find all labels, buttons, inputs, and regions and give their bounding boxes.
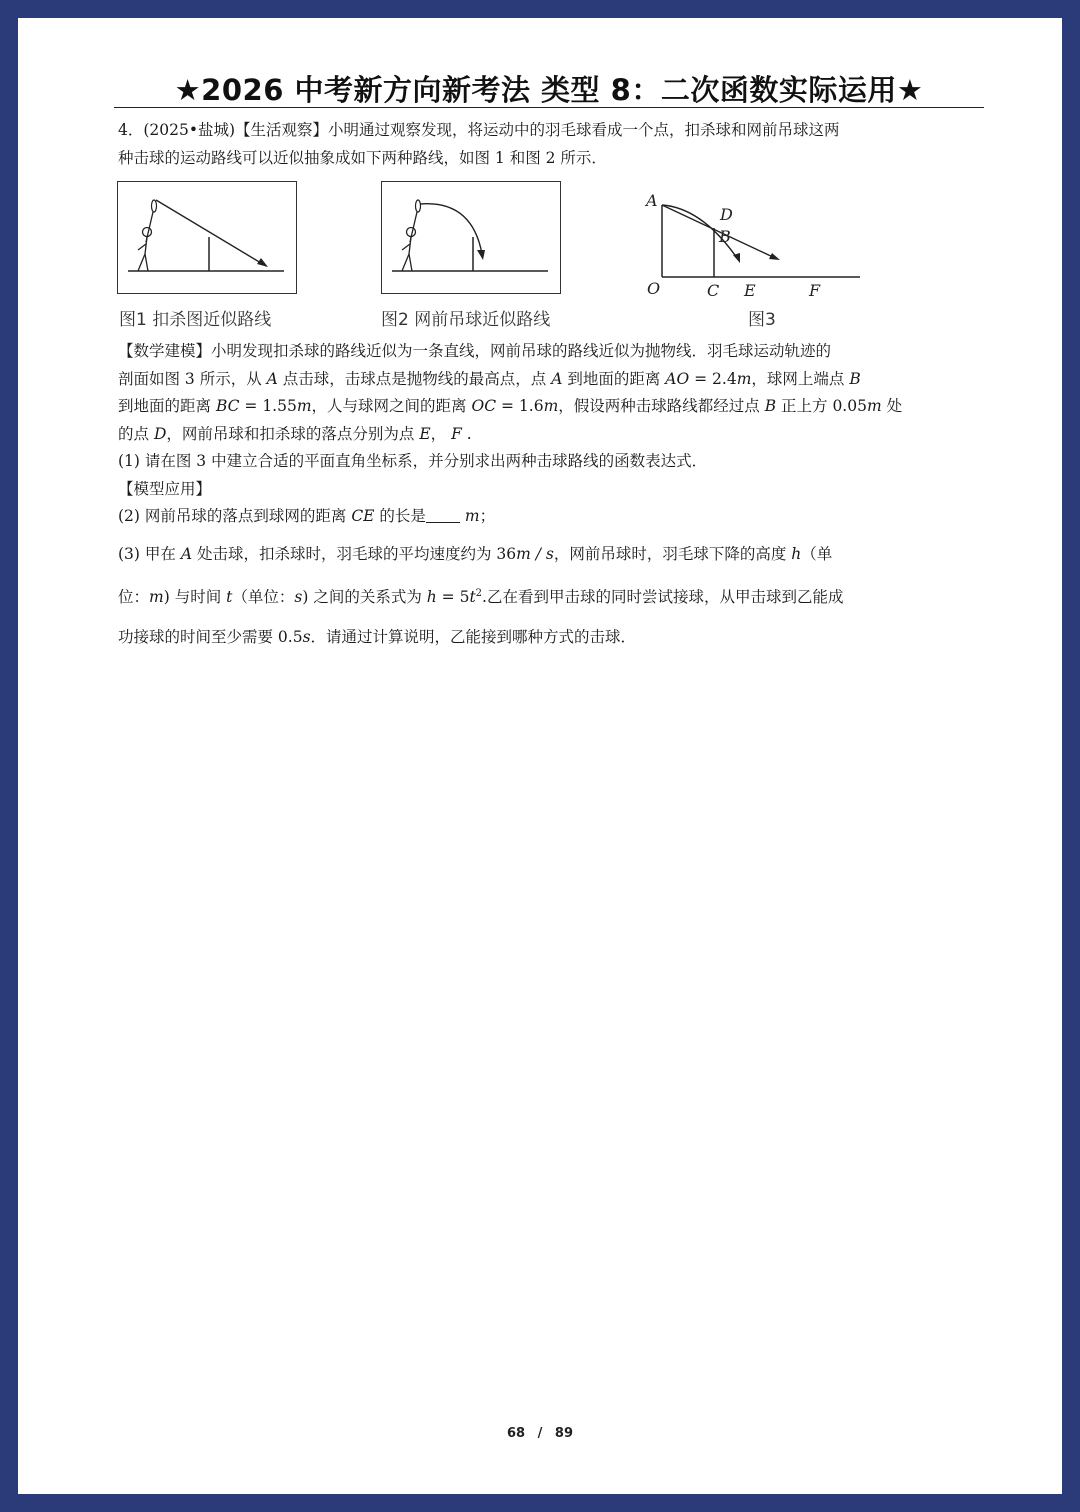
document-page [18, 18, 1062, 1494]
problem-intro [118, 117, 970, 172]
fig3-label-a: A [646, 191, 658, 210]
answer-blank[interactable] [426, 506, 460, 523]
model-line-3: 到地面的距离 BC = 1.55m，人与球网之间的距离 OC = 1.6m，假设两种击球路线都经过点 B 正上方 0.05m 处 [118, 397, 903, 415]
figure-3-drawing [640, 190, 865, 302]
current-page: 68 [507, 1426, 526, 1441]
question-2: (2) 网前吊球的落点到球网的距离 CE 的长是 m； [118, 507, 496, 525]
question-3-line-3: 功接球的时间至少需要 0.5s．请通过计算说明，乙能接到哪种方式的击球． [118, 627, 637, 646]
page-title: ★2026 中考新方向新考法 类型 8：二次函数实际运用★ [174, 73, 924, 107]
fig3-label-o: O [647, 279, 661, 298]
page-separator: / [537, 1426, 543, 1441]
model-application-heading: 【模型应用】 [118, 479, 212, 498]
intro-line-1: 4．(2025•盐城)【生活观察】小明通过观察发现，将运动中的羽毛球看成一个点，扣杀球和网前吊球这两 [118, 121, 840, 139]
figure-1-caption: 图1 扣杀图近似路线 [119, 310, 272, 330]
total-pages: 89 [554, 1426, 573, 1441]
fig3-label-d: D [720, 205, 733, 224]
question-3-line-2: 位：m) 与时间 t（单位：s) 之间的关系式为 $h = 5t^2$.乙在看到甲击球的同时尝试接球，从甲击球到乙能成 [118, 587, 844, 606]
figure-1-smash-path [117, 181, 297, 294]
model-line-1: 【数学建模】小明发现扣杀球的路线近似为一条直线，网前吊球的路线近似为抛物线．羽毛球运动轨迹的 [118, 342, 832, 360]
figure-2-drawing [382, 182, 560, 293]
problem-body [118, 338, 970, 657]
fig3-label-f: F [809, 281, 821, 300]
fig3-label-e: E [744, 281, 756, 300]
page-number [18, 1426, 1062, 1441]
figure-3-caption: 图3 [748, 310, 776, 330]
question-1: (1) 请在图 3 中建立合适的平面直角坐标系，并分别求出两种击球路线的函数表达式． [118, 452, 708, 470]
figure-3-diagram [640, 190, 865, 302]
question-3-line-1: (3) 甲在 A 处击球，扣杀球时，羽毛球的平均速度约为 36m / s，网前吊球时，羽毛球下降的高度 h（单 [118, 544, 833, 563]
fig3-label-c: C [707, 281, 720, 300]
model-line-4: 的点 D，网前吊球和扣杀球的落点分别为点 E， F . [118, 424, 472, 443]
intro-line-2: 种击球的运动路线可以近似抽象成如下两种路线，如图 1 和图 2 所示． [118, 148, 607, 167]
figure-2-caption: 图2 网前吊球近似路线 [381, 310, 551, 330]
figure-1-drawing [118, 182, 296, 293]
fig3-label-b: B [719, 227, 731, 246]
figure-2-drop-shot-path [381, 181, 561, 294]
model-line-2: 剖面如图 3 所示，从 A 点击球，击球点是抛物线的最高点，点 A 到地面的距离 AO = 2.4m，球网上端点 B [118, 369, 861, 388]
title-underline [114, 107, 984, 108]
